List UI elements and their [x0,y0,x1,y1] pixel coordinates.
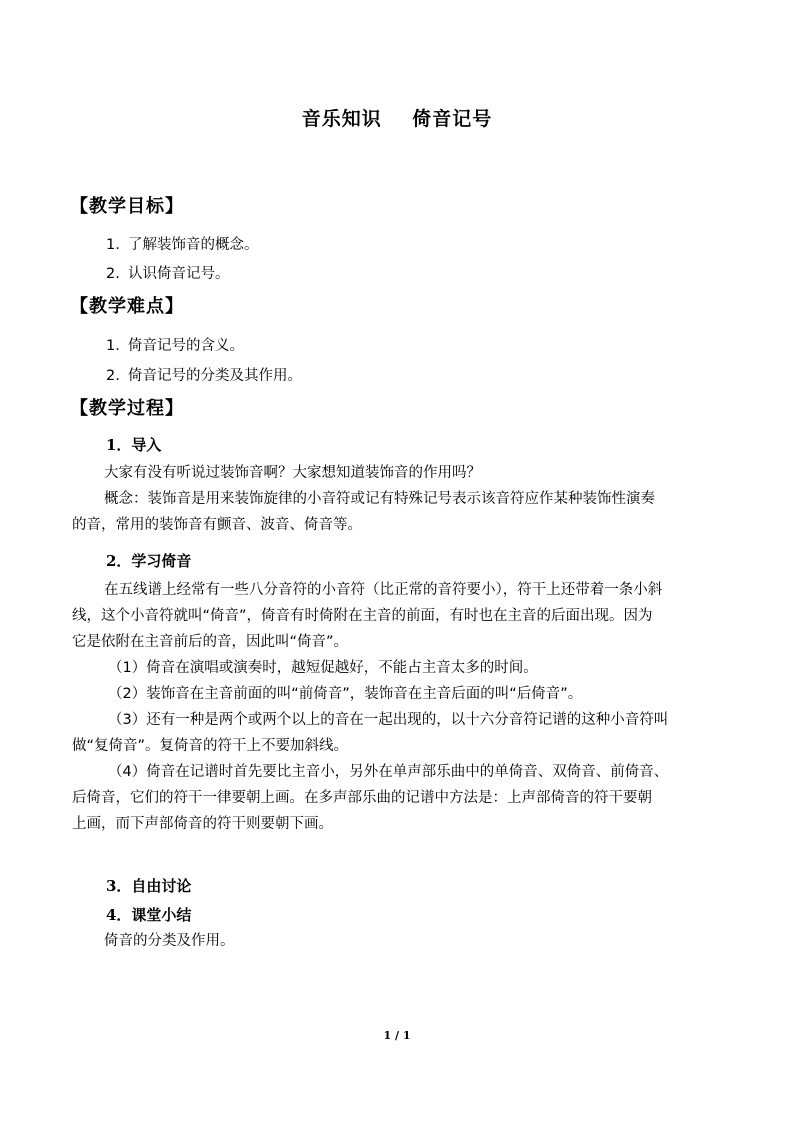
item-number: 2. [106,266,120,282]
section-heading-goals: 【教学目标】 [70,196,184,217]
section-heading-difficulties: 【教学难点】 [70,296,184,317]
step-heading-learn: 2．学习倚音 [106,552,192,570]
text-line: 上画，而下声部倚音的符干则要朝下画。 [72,816,333,832]
paragraph-intro [72,460,720,538]
list-item [106,233,259,254]
text-line: 倚音的分类及作用。 [104,933,235,949]
text-line: （1）倚音在演唱或演奏时，越短促越好，不能占主音太多的时间。 [108,660,538,676]
step-heading-discussion: 3．自由讨论 [106,877,192,895]
step-heading-summary: 4．课堂小结 [106,906,192,924]
item-text: 认识倚音记号。 [128,266,230,282]
text-line: 它是依附在主音前后的音，因此叫“倚音”。 [72,634,349,650]
list-item [106,334,244,355]
text-line: （2）装饰音在主音前面的叫“前倚音”，装饰音在主音后面的叫“后倚音”。 [108,686,583,702]
step-heading-intro: 1．导入 [106,436,162,454]
section-heading-process: 【教学过程】 [70,398,184,419]
text-line: 大家有没有听说过装饰音啊？大家想知道装饰音的作用吗？ [104,465,481,481]
page-number: 1 / 1 [383,1029,411,1042]
text-line: 概念：装饰音是用来装饰旋律的小音符或记有特殊记号表示该音符应作某种装饰性演奏 [104,491,655,507]
item-number: 1. [106,237,120,253]
item-text: 了解装饰音的概念。 [128,237,259,253]
text-line: （4）倚音在记谱时首先要比主音小，另外在单声部乐曲中的单倚音、双倚音、前倚音、 [108,764,669,780]
item-text: 倚音记号的含义。 [128,338,244,354]
item-number: 2. [106,368,120,384]
text-line: 的音，常用的装饰音有颤音、波音、倚音等。 [72,517,362,533]
text-line: 线，这个小音符就叫“倚音”，倚音有时倚附在主音的前面，有时也在主音的后面出现。因为 [72,608,653,624]
text-line: 在五线谱上经常有一些八分音符的小音符（比正常的音符要小），符干上还带着一条小斜 [104,582,663,598]
paragraph-learn [72,577,720,837]
document-title: 音乐知识 倚音记号 [301,108,493,130]
item-text: 倚音记号的分类及其作用。 [128,368,302,384]
text-line: （3）还有一种是两个或两个以上的音在一起出现的，以十六分音符记谱的这种小音符叫 [108,712,669,728]
text-line: 后倚音，它们的符干一律要朝上画。在多声部乐曲的记谱中方法是：上声部倚音的符干要朝 [72,790,652,806]
list-item [106,364,302,385]
paragraph-summary [72,928,720,954]
item-number: 1. [106,338,120,354]
list-item [106,262,230,283]
text-line: 做“复倚音”。复倚音的符干上不要加斜线。 [72,738,349,754]
